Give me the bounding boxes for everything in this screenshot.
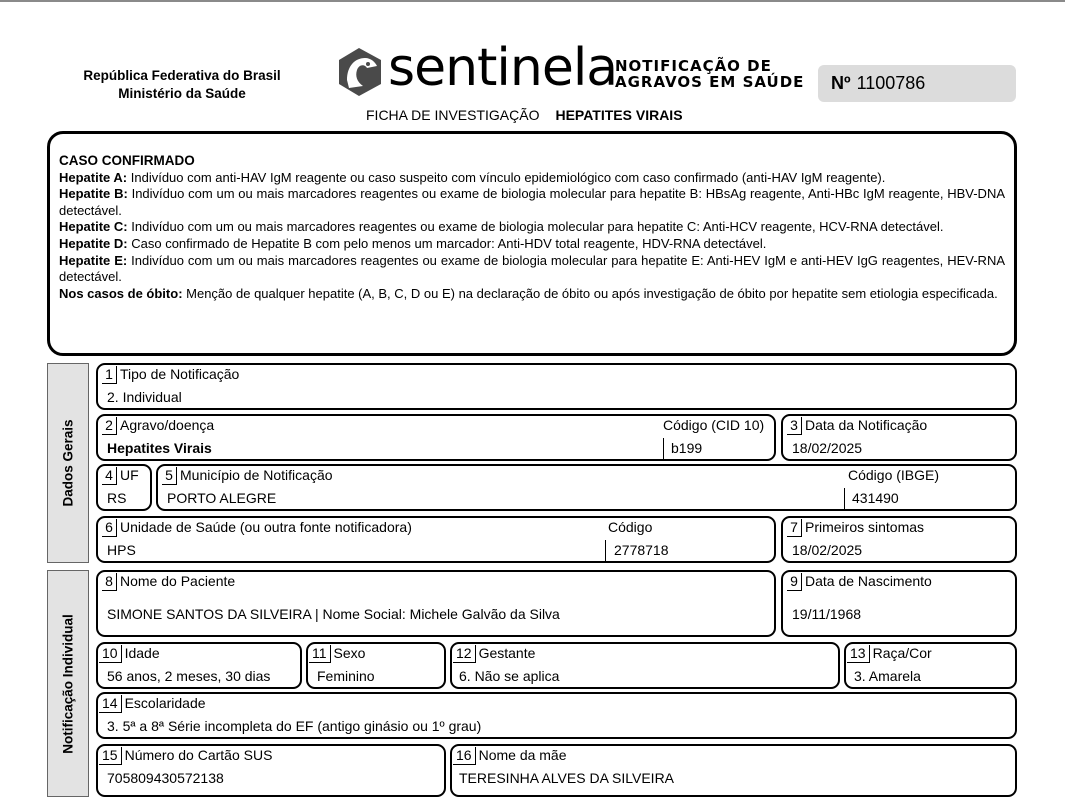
form-title-prefix: FICHA DE INVESTIGAÇÃO (366, 107, 540, 123)
field-cartao-sus[interactable] (96, 744, 446, 797)
field-label: 13 Raça/Cor (847, 645, 932, 663)
section-dados-gerais (47, 363, 89, 563)
field-value: 19/11/1968 (792, 606, 862, 622)
confirmed-case-definition (47, 131, 1017, 356)
field-nome-mae[interactable] (450, 744, 1017, 797)
field-value: 6. Não se aplica (459, 668, 560, 684)
notification-number-label: Nº (831, 73, 851, 93)
field-value: 2. Individual (107, 389, 182, 405)
health-unit-code-value: 2778718 (614, 542, 669, 558)
field-label: 1 Tipo de Notificação (102, 366, 239, 384)
org-ministry: Ministério da Saúde (118, 86, 246, 101)
field-value: 3. Amarela (854, 668, 921, 684)
case-item-label: Hepatite B: (59, 186, 128, 202)
section-notificacao-individual (47, 570, 89, 797)
field-value: 18/02/2025 (792, 440, 863, 456)
section-notificacao-individual-label: Notificação Individual (60, 613, 76, 754)
form-title-disease: HEPATITES VIRAIS (555, 107, 683, 123)
field-sexo[interactable] (306, 642, 446, 689)
case-item-label: Nos casos de óbito: (59, 285, 183, 301)
case-title: CASO CONFIRMADO (59, 153, 195, 168)
field-label: 12 Gestante (453, 645, 535, 663)
field-label: 6 Unidade de Saúde (ou outra fonte notificadora) (102, 519, 412, 537)
section-dados-gerais-label: Dados Gerais (60, 419, 76, 507)
divider (844, 488, 845, 509)
divider (605, 540, 606, 561)
field-municipio-notificacao[interactable] (156, 464, 1017, 511)
health-unit-code-label: Código (608, 519, 653, 535)
field-value: 18/02/2025 (792, 542, 863, 558)
case-item-hep-b (59, 186, 1005, 219)
field-primeiros-sintomas[interactable] (781, 516, 1017, 563)
field-value: 56 anos, 2 meses, 30 dias (107, 668, 271, 684)
sentinela-bird-icon (337, 46, 383, 98)
field-gestante[interactable] (450, 642, 840, 689)
field-label: 4 UF (102, 467, 139, 485)
case-item-text: Indivíduo com um ou mais marcadores reagentes ou exame de biologia molecular para hepatite B: HBsAg reagente, Anti-HBc IgM reagente, HBV-DNA detectável. (59, 186, 1005, 218)
field-value: 3. 5ª a 8ª Série incompleta do EF (antigo ginásio ou 1º grau) (107, 718, 482, 734)
field-value: SIMONE SANTOS DA SILVEIRA | Nome Social: Michele Galvão da Silva (107, 606, 560, 622)
ibge-code-label: Código (IBGE) (848, 467, 940, 483)
case-item-text: Menção de qualquer hepatite (A, B, C, D ou E) na declaração de óbito ou após investigação de óbito por hepatite sem etiologia especificada. (182, 285, 998, 301)
case-item-hep-d (59, 236, 1005, 253)
field-value: 705809430572138 (107, 770, 224, 786)
field-label: 10 Idade (99, 645, 160, 663)
cid10-code-label: Código (CID 10) (663, 417, 765, 433)
field-label: 2 Agravo/doença (102, 417, 214, 435)
case-item-hep-e (59, 253, 1005, 286)
field-idade[interactable] (96, 642, 302, 689)
field-label: 11 Sexo (309, 645, 365, 663)
notification-number-value: 1100786 (856, 73, 926, 93)
case-item-text: Indivíduo com anti-HAV IgM reagente ou caso suspeito com vínculo epidemiológico com caso confirmado (anti-HAV IgM reagente). (127, 169, 886, 185)
field-value: Feminino (317, 668, 375, 684)
case-item-death (59, 286, 1005, 303)
field-value: Hepatites Virais (107, 440, 212, 456)
field-value: PORTO ALEGRE (167, 490, 277, 506)
field-label: 9 Data de Nascimento (787, 573, 932, 591)
field-tipo-notificacao[interactable] (96, 363, 1017, 410)
field-escolaridade[interactable] (96, 692, 1017, 739)
case-item-label: Hepatite D: (59, 235, 128, 251)
cid10-code-value: b199 (671, 440, 703, 456)
field-value: HPS (107, 542, 136, 558)
case-item-text: Indivíduo com um ou mais marcadores reagentes ou exame de biologia molecular para hepatite C: Anti-HCV reagente, HCV-RNA detectável. (127, 219, 944, 235)
field-data-notificacao[interactable] (781, 414, 1017, 461)
divider (663, 438, 664, 459)
field-label: 3 Data da Notificação (787, 417, 927, 435)
issuing-organization (62, 67, 302, 103)
field-raca-cor[interactable] (844, 642, 1017, 689)
field-label: 8 Nome do Paciente (102, 573, 235, 591)
field-label: 15 Número do Cartão SUS (99, 747, 272, 765)
form-title (366, 107, 683, 123)
field-label: 7 Primeiros sintomas (787, 519, 924, 537)
notification-number (818, 65, 1016, 102)
logo-subtitle-line1: NOTIFICAÇÃO DE (615, 57, 772, 75)
case-item-text: Indivíduo com um ou mais marcadores reagentes ou exame de biologia molecular para hepatite E: Anti-HEV IgM e anti-HEV IgG reagentes, HEV-RNA detectável. (59, 252, 1006, 285)
field-unidade-saude[interactable] (96, 516, 776, 563)
case-item-label: Hepatite C: (59, 219, 128, 235)
field-label: 14 Escolaridade (99, 695, 206, 713)
case-item-hep-a (59, 170, 1005, 187)
ibge-code-value: 431490 (852, 490, 899, 506)
top-divider (0, 0, 1065, 2)
org-republic: República Federativa do Brasil (83, 68, 281, 83)
field-agravo-doenca[interactable] (96, 414, 776, 461)
field-nome-paciente[interactable] (96, 570, 776, 637)
case-item-hep-c (59, 219, 1005, 236)
case-item-label: Hepatite A: (59, 169, 128, 185)
logo-subtitle (615, 58, 804, 90)
field-label: 16 Nome da mãe (453, 747, 567, 765)
field-label: 5 Município de Notificação (162, 467, 333, 485)
field-uf[interactable] (96, 464, 152, 511)
field-value: TERESINHA ALVES DA SILVEIRA (459, 770, 675, 786)
sentinela-logo-text: sentinela (388, 38, 618, 98)
case-item-text: Caso confirmado de Hepatite B com pelo menos um marcador: Anti-HDV total reagente, HDV-RNA detectável. (127, 235, 767, 251)
logo-subtitle-line2: AGRAVOS EM SAÚDE (615, 73, 805, 91)
field-value: RS (107, 490, 127, 506)
field-data-nascimento[interactable] (781, 570, 1017, 637)
case-item-label: Hepatite E: (59, 252, 128, 268)
